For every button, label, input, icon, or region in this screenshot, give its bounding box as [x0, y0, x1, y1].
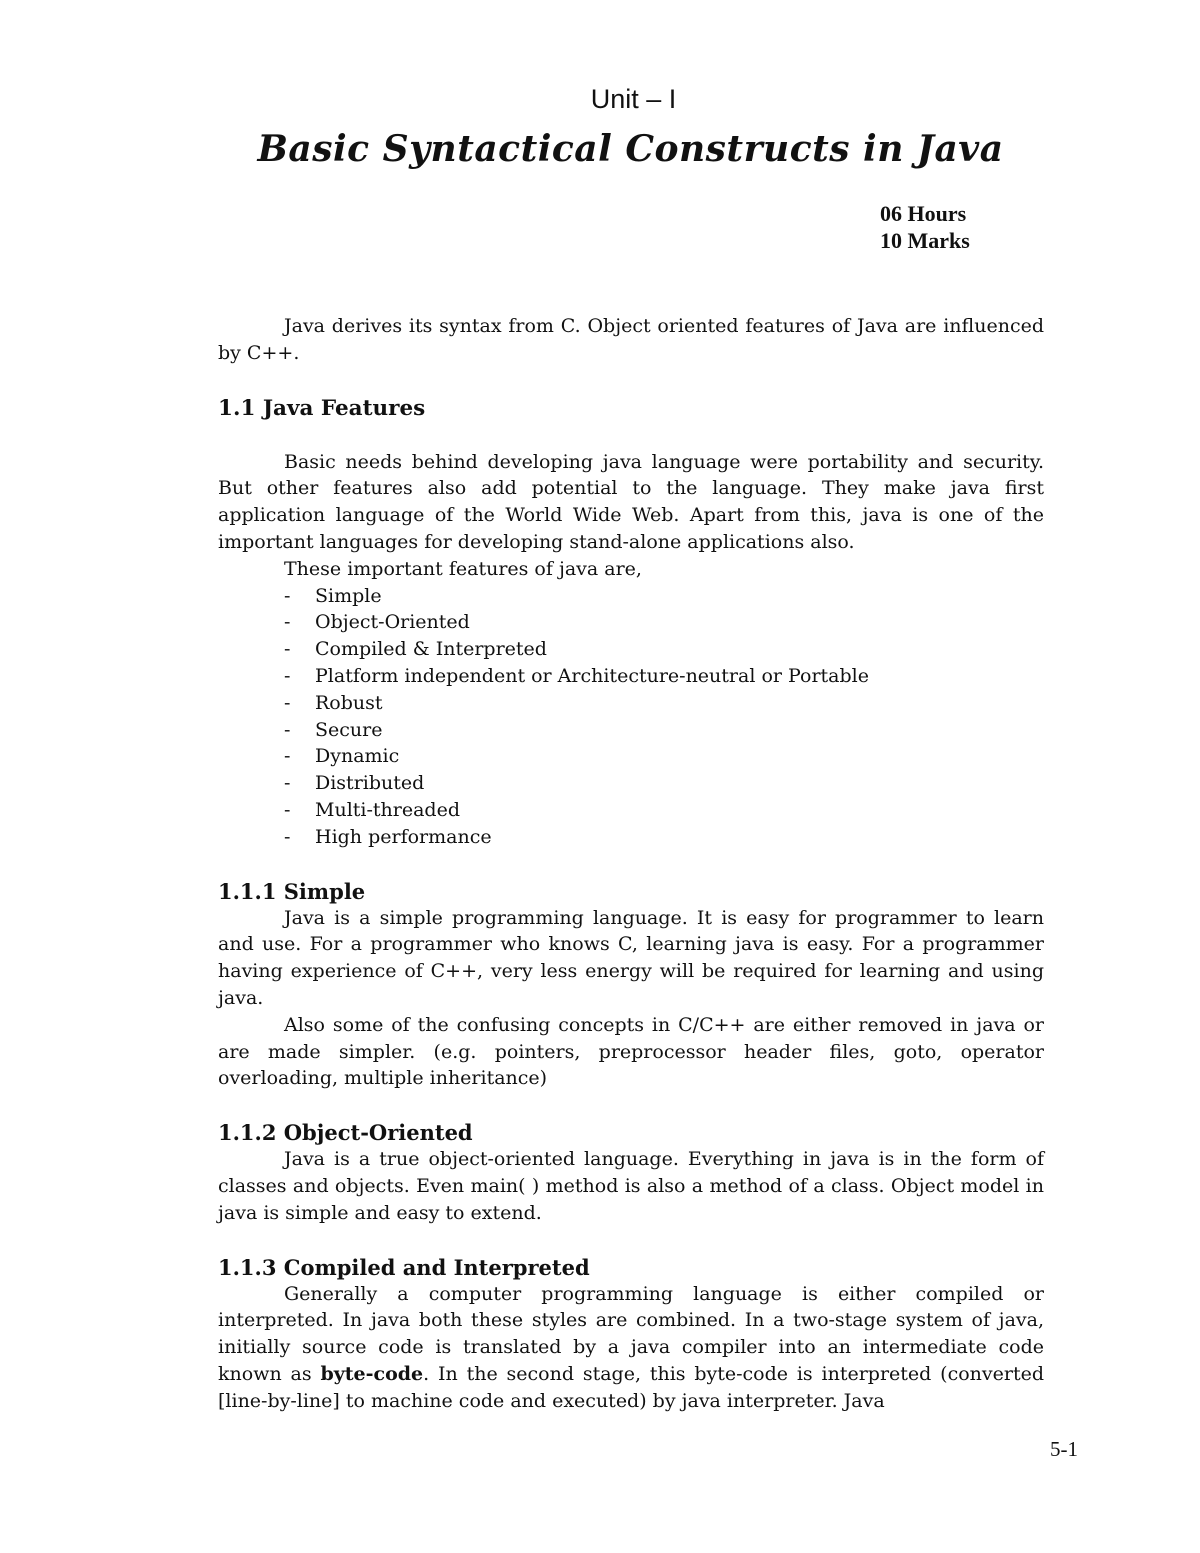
- features-paragraph: Basic needs behind developing java language were portability and security. But other features also add potential to the language. They make java first application language of the World Wide Web. Apart from this, java is one of the important languages for developing stand-alone applications also.: [218, 450, 1044, 553]
- chapter-title: Basic Syntactical Constructs in Java: [257, 128, 1004, 170]
- page-number: 5-1: [1050, 1437, 1078, 1461]
- dash-bullet: -: [284, 611, 291, 634]
- dash-bullet: -: [284, 718, 291, 741]
- dash-bullet: -: [284, 664, 291, 687]
- hours-marks-block: [880, 200, 970, 254]
- dash-bullet: -: [284, 584, 291, 607]
- list-item: - Secure: [284, 717, 1044, 744]
- list-item: - Compiled & Interpreted: [284, 636, 1044, 663]
- section-heading-object-oriented: 1.1.2 Object-Oriented: [218, 1120, 473, 1146]
- list-item: - Object-Oriented: [284, 609, 1044, 636]
- list-item: - Simple: [284, 583, 1044, 610]
- dash-bullet: -: [284, 798, 291, 821]
- features-list: [218, 583, 1044, 851]
- list-item: - High performance: [284, 824, 1044, 851]
- marks-label: 10 Marks: [880, 228, 970, 253]
- dash-bullet: -: [284, 691, 291, 714]
- list-item: - Robust: [284, 690, 1044, 717]
- section-heading-simple: 1.1.1 Simple: [218, 878, 366, 904]
- unit-title: Unit – I: [590, 84, 677, 114]
- object-oriented-paragraph: Java is a true object-oriented language. Everything in java is in the form of classes and objects. Even main( ) method is also a method of a class. Object model in java is simple and easy to extend.: [218, 1148, 1044, 1224]
- list-item: - Multi-threaded: [284, 797, 1044, 824]
- compiled-interpreted-paragraph: Generally a computer programming language is either compiled or interpreted. In java both these styles are combined. In a two-stage system of java, initially source code is translated by a java compiler into an intermediate code known as byte-code. In the second stage, this byte-code is interpreted (converted [line-by-line] to machine code and executed) by java interpreter. Java: [218, 1282, 1044, 1412]
- dash-bullet: -: [284, 825, 291, 848]
- list-item: - Distributed: [284, 770, 1044, 797]
- simple-paragraph-1: Java is a simple programming language. It is easy for programmer to learn and use. For a programmer who knows C, learning java is easy. For a programmer having experience of C++, very less energy will be required for learning and using java.: [218, 906, 1044, 1009]
- section-heading-java-features: 1.1 Java Features: [218, 395, 426, 421]
- features-list-intro: These important features of java are,: [284, 557, 642, 580]
- dash-bullet: -: [284, 638, 291, 661]
- body-content: [218, 313, 1044, 1415]
- simple-paragraph-2: Also some of the confusing concepts in C/C++ are either removed in java or are made simpler. (e.g. pointers, preprocessor header files, goto, operator overloading, multiple inheritance): [218, 1013, 1044, 1090]
- list-item: - Platform independent or Architecture-neutral or Portable: [284, 663, 1044, 690]
- hours-label: 06 Hours: [880, 201, 967, 226]
- dash-bullet: -: [284, 772, 291, 795]
- list-item: - Dynamic: [284, 743, 1044, 770]
- intro-paragraph: Java derives its syntax from C. Object oriented features of Java are influenced by C++.: [218, 315, 1044, 364]
- dash-bullet: -: [284, 745, 291, 768]
- section-heading-compiled-interpreted: 1.1.3 Compiled and Interpreted: [218, 1254, 590, 1280]
- byte-code-term: byte-code: [320, 1362, 424, 1385]
